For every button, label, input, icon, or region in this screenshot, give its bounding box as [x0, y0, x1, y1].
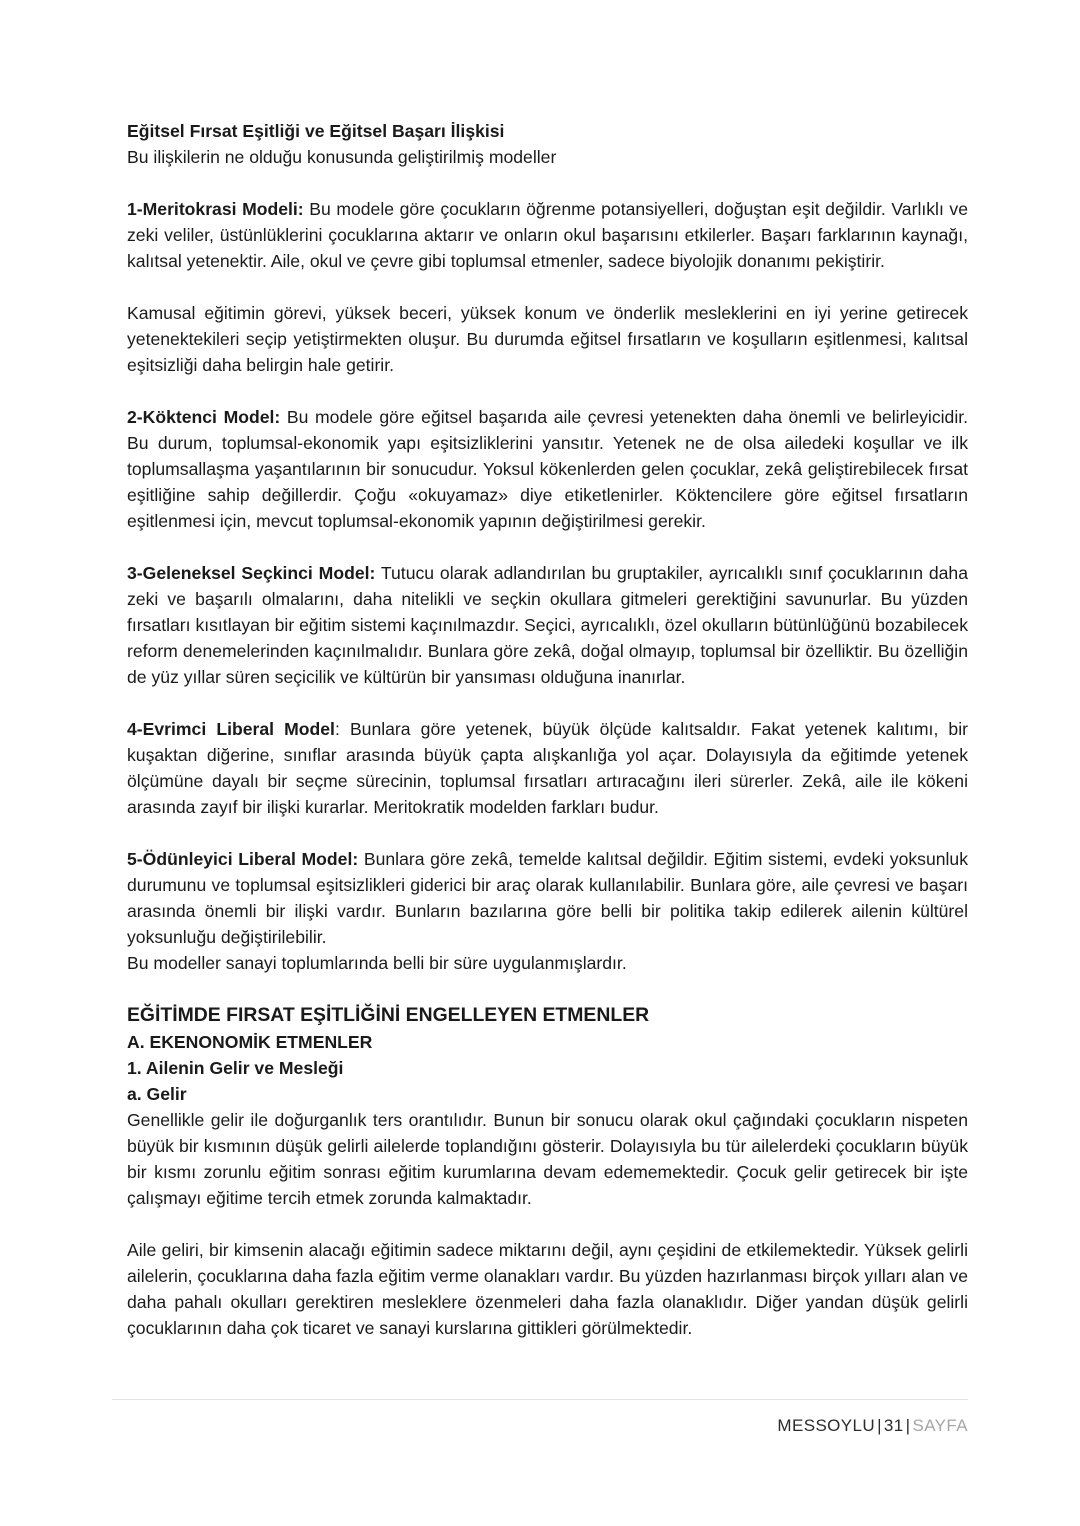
footer-separator-2: |: [905, 1416, 911, 1435]
model-body-4: Bunlara göre yetenek, büyük ölçüde kalıtsaldır. Fakat yetenek kalıtımı, bir kuşaktan diğerine, sınıflar arasında büyük çapta alışkanlığa yol açar. Dolayısıyla da eğitimde yetenek ölçümüne dayalı bir seçme sürecinin, toplumsal fırsatları artıracağını ileri sürerler. Zekâ, aile ile kökeni arasında zayıf bir ilişki kurarlar. Meritokratik modelden farkları budur.: [127, 719, 968, 817]
spacer: [127, 690, 968, 716]
model-label-2: 2-Köktenci Model:: [127, 407, 281, 427]
model-label-3: 3-Geleneksel Seçkinci Model:: [127, 563, 376, 583]
models-closing-note: Bu modeller sanayi toplumlarında belli bir süre uygulanmışlardır.: [127, 953, 627, 973]
footer-text: [112, 1400, 968, 1437]
footer-page-number: 31: [883, 1416, 904, 1435]
model-paragraph-3: [127, 560, 968, 690]
page-footer: [112, 1399, 968, 1437]
model-label-5: 5-Ödünleyici Liberal Model:: [127, 849, 359, 869]
spacer: [127, 378, 968, 404]
model-body-2: Bu modele göre eğitsel başarıda aile çevresi yetenekten daha önemli ve belirleyicidir. Bu durum, toplumsal-ekonomik yapı eşitsizliklerini yansıtır. Yetenek ne de olsa ailedeki koşullar ve ilk toplumsallaşma yaşantılarının bir sonucudur. Yoksul kökenlerden gelen çocuklar, zekâ geliştirebilecek fırsat eşitliğine sahip değillerdir. Çoğu «okuyamaz» diye etiketlenirler. Köktencilere göre eğitsel fırsatların eşitlenmesi için, mevcut toplumsal-ekonomik yapının değiştirilmesi gerekir.: [127, 407, 969, 531]
meritokrasi-follow-paragraph: Kamusal eğitimin görevi, yüksek beceri, yüksek konum ve önderlik mesleklerini en iyi yerine getirecek yetenektekileri seçip yetiştirmekten oluşur. Bu durumda eğitsel fırsatların ve koşulların eşitlenmesi, kalıtsal eşitsizliği daha belirgin hale getirir.: [127, 303, 968, 375]
model-paragraph-1: [127, 196, 968, 274]
spacer: [127, 1211, 968, 1237]
document-body: [127, 118, 968, 1341]
model-paragraph-4: [127, 716, 968, 820]
spacer: [127, 274, 968, 300]
footer-page-label: SAYFA: [912, 1416, 968, 1435]
spacer: [127, 170, 968, 196]
model-body-5: Bunlara göre zekâ, temelde kalıtsal değildir. Eğitim sistemi, evdeki yoksunluk durumunu ve toplumsal eşitsizlikleri giderici bir araç olarak kullanılabilir. Bunlara göre, aile çevresi ve başarı arasında önemli bir ilişki vardır. Bunların bazılarına göre belli bir politika takip edilerek ailenin kültürel yoksunluğu değiştirilebilir.: [127, 849, 969, 947]
model-label-4: 4-Evrimci Liberal Model: [127, 719, 335, 739]
subheading-a: A. EKENONOMİK ETMENLER: [127, 1032, 373, 1052]
model-paragraph-2: [127, 404, 968, 534]
model-paragraph-5: [127, 846, 968, 950]
spacer: [127, 820, 968, 846]
document-subtitle: Bu ilişkilerin ne olduğu konusunda geliştirilmiş modeller: [127, 147, 557, 167]
subheading-a-gelir: a. Gelir: [127, 1084, 187, 1104]
document-title: Eğitsel Fırsat Eşitliği ve Eğitsel Başarı İlişkisi: [127, 121, 505, 141]
spacer: [127, 976, 968, 1002]
model-body-1: Bu modele göre çocukların öğrenme potansiyelleri, doğuştan eşit değildir. Varlıklı ve zeki veliler, üstünlüklerini çocuklarına aktarır ve onların okul başarısını etkilerler. Başarı farklarının kaynağı, kalıtsal yetenektir. Aile, okul ve çevre gibi toplumsal etmenler, sadece biyolojik donanımı pekiştirir.: [127, 199, 968, 271]
model-label-4-colon: :: [334, 719, 340, 739]
model-label-1: 1-Meritokrasi Modeli:: [127, 199, 304, 219]
footer-separator-1: |: [877, 1416, 882, 1435]
subheading-1: 1. Ailenin Gelir ve Mesleği: [127, 1058, 344, 1078]
footer-author: MESSOYLU: [777, 1416, 876, 1435]
model-body-3: Tutucu olarak adlandırılan bu gruptakiler, ayrıcalıklı sınıf çocuklarının daha zeki ve başarılı olmalarını, daha nitelikli ve seçkin okullara gitmeleri gerektiğini savunurlar. Bu yüzden fırsatları kısıtlayan bir eğitim sistemi kaçınılmazdır. Seçici, ayrıcalıklı, özel okulların bütünlüğünü bozabilecek reform denemelerinden kaçınılmalıdır. Bunlara göre zekâ, doğal olmayıp, toplumsal bir özelliktir. Bu özelliğin de yüz yıllar süren seçicilik ve kültürün bir yansıması olduğuna inanırlar.: [127, 563, 968, 687]
gelir-paragraph-1: Genellikle gelir ile doğurganlık ters orantılıdır. Bunun bir sonucu olarak okul çağındaki çocukların nispeten büyük bir kısmının düşük gelirli ailelerde toplandığını gösterir. Dolayısıyla bu tür ailelerdeki çocukların büyük bir kısmı zorunlu eğitim sonrası eğitim kurumlarına devam edememektedir. Çocuk gelir getirecek bir işte çalışmayı eğitime tercih etmek zorunda kalmaktadır.: [127, 1110, 968, 1208]
section-heading: EĞİTİMDE FIRSAT EŞİTLİĞİNİ ENGELLEYEN ETMENLER: [127, 1004, 650, 1026]
spacer: [127, 534, 968, 560]
gelir-paragraph-2: Aile geliri, bir kimsenin alacağı eğitimin sadece miktarını değil, aynı çeşidini de etkilemektedir. Yüksek gelirli ailelerin, çocuklarına daha fazla eğitim verme olanakları vardır. Bu yüzden hazırlanması birçok yılları alan ve daha pahalı okulları gerektiren mesleklere özenmeleri daha fazla olanaklıdır. Diğer yandan düşük gelirli çocuklarının daha çok ticaret ve sanayi kurslarına gittikleri görülmektedir.: [127, 1240, 968, 1338]
